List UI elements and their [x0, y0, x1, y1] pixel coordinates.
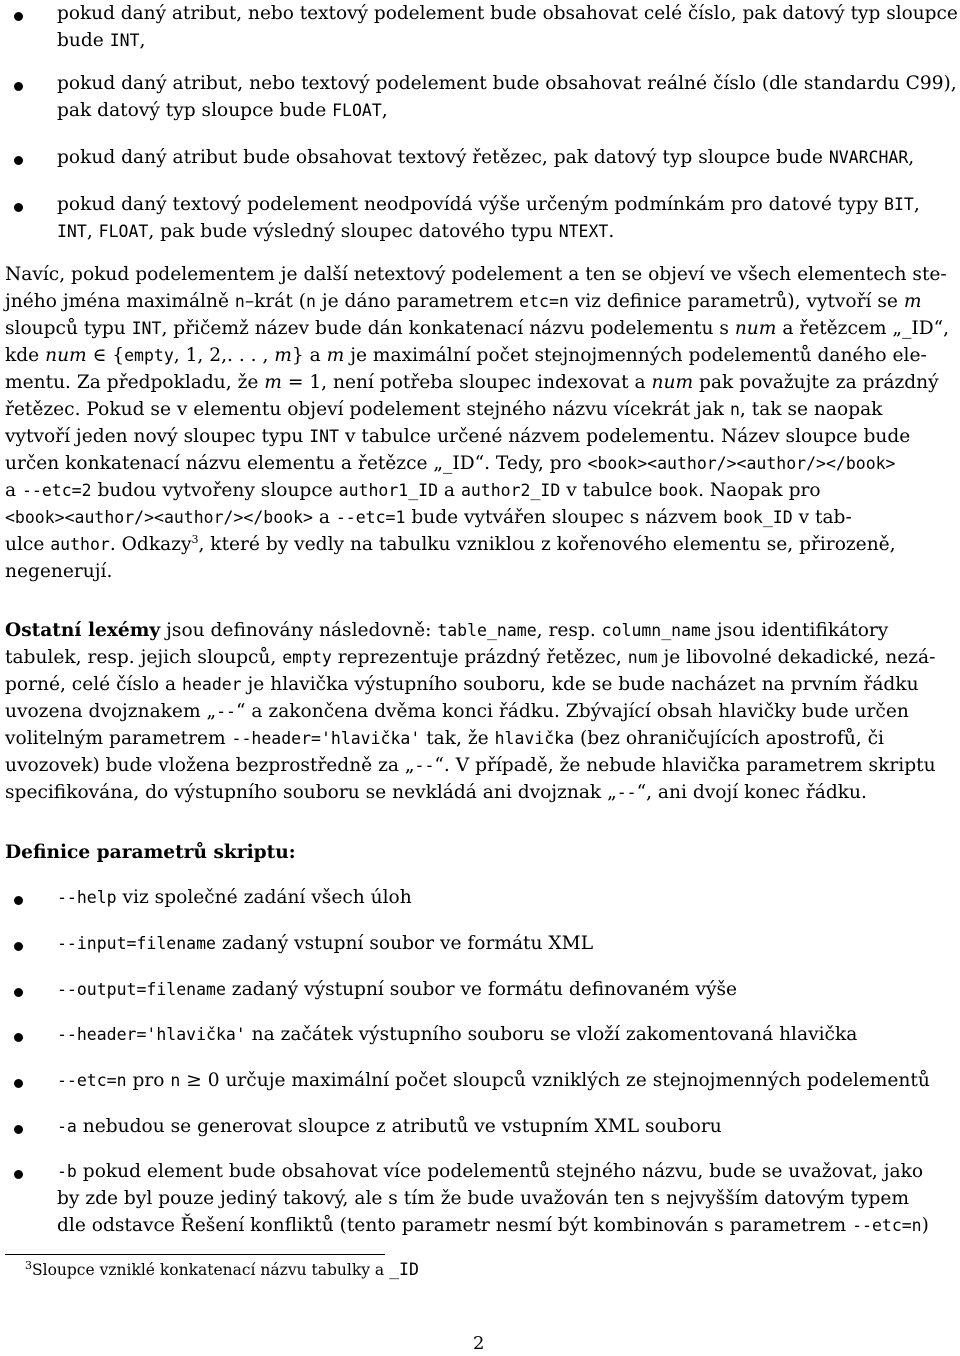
text-span: budou vytvořeny sloupce: [91, 480, 339, 501]
text-span: a: [438, 480, 461, 501]
text-span: ∈ {: [86, 345, 125, 366]
footnote-code: _ID: [389, 1260, 419, 1279]
code-span: --etc=n: [852, 1216, 922, 1235]
text-span: ,: [913, 194, 920, 215]
text-span: mentu. Za předpokladu, že: [5, 372, 265, 393]
text-span: jného jména maximálně: [5, 291, 235, 312]
text-line: [5, 423, 910, 450]
bullet-marker: [14, 82, 23, 91]
text-span: je dáno parametrem: [315, 291, 520, 312]
text-line: [57, 27, 145, 54]
text-span: , pak bude výsledný sloupec datového typu: [148, 221, 559, 242]
code-span: book: [658, 481, 699, 500]
text-span: v tabulce: [560, 480, 659, 501]
text-span: ): [921, 1215, 929, 1236]
code-span: FLOAT: [332, 101, 382, 120]
text-span: na začátek výstupního souboru se vloží zakomentovaná hlavička: [245, 1024, 858, 1045]
text-span: pak považujte za prázdný: [693, 372, 939, 393]
code-span: --etc=1: [335, 508, 406, 527]
text-span: ,: [86, 221, 99, 242]
text-line: [57, 144, 914, 171]
code-span: author1_ID: [338, 481, 439, 500]
text-line: [57, 930, 593, 957]
text-span: kde: [5, 345, 46, 366]
text-line: [5, 698, 909, 725]
text-line: [5, 617, 888, 644]
text-line: [5, 504, 852, 531]
code-span: header: [182, 675, 242, 694]
text-span: pokud daný atribut bude obsahovat textový řetězec, pak datový typ sloupce bude: [57, 147, 829, 168]
text-span: jsou definovány následovně:: [160, 620, 438, 641]
text-span: , resp.: [536, 620, 602, 641]
text-span: “. V případě, že nebude hlavička parametrem skriptu: [434, 755, 936, 776]
bold-span: Ostatní lexémy: [5, 620, 161, 641]
code-span: INT: [131, 319, 162, 338]
text-line: [57, 884, 412, 911]
text-span: Navíc, pokud podelementem je další netextový podelement a ten se objeví ve všech elementech ste-: [5, 264, 947, 285]
bullet-marker: [14, 988, 23, 997]
text-span: sloupců typu: [5, 318, 132, 339]
text-line: [5, 644, 935, 671]
code-span: NTEXT: [558, 222, 609, 241]
text-span: reprezentuje prázdný řetězec,: [331, 647, 628, 668]
code-span: author2_ID: [460, 481, 561, 500]
code-span: n: [234, 292, 245, 311]
text-span: dle odstavce Řešení konfliktů (tento parametr nesmí být kombinován s parametrem: [57, 1215, 853, 1236]
text-span: num: [45, 345, 87, 366]
text-span: a: [312, 507, 336, 528]
page-number: 2: [473, 1333, 485, 1354]
code-span: --header='hlavička': [57, 1025, 246, 1044]
text-span: pak datový typ sloupce bude: [57, 100, 333, 121]
text-span: je hlavička výstupního souboru, kde se bude nacházet na prvním řádku: [241, 674, 919, 695]
code-span: INT: [109, 31, 140, 50]
text-span: je maximální počet stejnojmenných podelementů daného ele-: [344, 345, 927, 366]
text-span: viz definice parametrů), vytvoří se: [568, 291, 904, 312]
bullet-marker: [14, 156, 23, 165]
text-line: [5, 342, 927, 369]
text-span: } a: [291, 345, 327, 366]
text-span: (bez ohraničujících apostrofů, či: [574, 728, 884, 749]
text-span: , které by vedly na tabulku vzniklou z kořenového elementu se, přirozeně,: [198, 534, 896, 555]
bullet-marker: [14, 1033, 23, 1042]
text-span: je libovolné dekadické, nezá-: [657, 647, 936, 668]
text-line: [57, 218, 614, 245]
bullet-marker: [14, 1125, 23, 1134]
code-span: --header='hlavička': [231, 729, 421, 748]
text-span: zadaný výstupní soubor ve formátu definovaném výše: [225, 979, 738, 1000]
text-line: [5, 450, 896, 477]
text-line: [57, 191, 920, 218]
text-span: a řetězcem „_ID“,: [776, 318, 950, 339]
code-span: author: [50, 535, 110, 554]
text-line: [5, 261, 947, 288]
code-span: n: [170, 1071, 181, 1090]
text-span: ,: [381, 100, 388, 121]
text-span: m: [274, 345, 292, 366]
code-span: --help: [57, 888, 117, 907]
text-span: num: [651, 372, 694, 393]
text-line: [57, 97, 388, 124]
bullet-marker: [14, 1079, 23, 1088]
text-span: .: [608, 221, 615, 242]
text-span: , 1, 2,. . . ,: [173, 345, 275, 366]
text-span: jsou identifikátory: [710, 620, 889, 641]
text-span: –krát (: [244, 291, 307, 312]
text-line: [5, 396, 882, 423]
text-span: určen konkatenací názvu elementu a řetězce „_ID“. Tedy, pro: [5, 453, 588, 474]
code-span: INT: [57, 222, 87, 241]
code-span: -b: [57, 1162, 77, 1181]
text-span: m: [326, 345, 345, 366]
text-span: uvozena dvojznakem „: [5, 701, 217, 722]
text-span: tabulek, resp. jejich sloupců,: [5, 647, 283, 668]
text-span: řetězec. Pokud se v elementu objeví podelement stejného názvu vícekrát jak: [5, 399, 730, 420]
text-line: [5, 369, 939, 396]
document-page: [5, 0, 958, 1356]
text-span: viz společné zadání všech úloh: [116, 887, 412, 908]
text-line: [5, 477, 821, 504]
text-span: by zde byl pouze jediný takový, ale s tím že bude uvažován ten s nejvyšším datovým typem: [57, 1188, 910, 1209]
code-span: <book><author/><author/></book>: [587, 454, 896, 473]
text-span: specifikována, do výstupního souboru se nevkládá ani dvojznak „: [5, 782, 617, 803]
bullet-marker: [14, 896, 23, 905]
text-span: bude: [57, 30, 110, 51]
code-span: <book><author/><author/></book>: [5, 508, 313, 527]
code-span: INT: [309, 427, 340, 446]
bullet-marker: [14, 1170, 23, 1179]
text-span: “, ani dvojí konec řádku.: [636, 782, 867, 803]
text-span: “ a zakončena dvěma konci řádku. Zbývající obsah hlavičky bude určen: [236, 701, 909, 722]
text-span: bude vytvářen sloupec s názvem: [405, 507, 724, 528]
text-span: negenerují.: [5, 561, 113, 582]
text-span: m: [903, 291, 922, 312]
code-span: --output=filename: [57, 980, 226, 999]
code-span: --etc=2: [22, 481, 92, 500]
code-span: --: [216, 702, 236, 721]
text-span: nebudou se generovat sloupce z atributů ve vstupním XML souboru: [76, 1116, 722, 1137]
text-line: [57, 976, 737, 1003]
bullet-marker: [14, 942, 23, 951]
footnote-rule: [5, 1254, 385, 1255]
text-span: . Odkazy: [109, 534, 192, 555]
text-line: [57, 1212, 929, 1239]
code-span: NVARCHAR: [828, 148, 909, 167]
bullet-marker: [14, 203, 23, 212]
text-span: ,: [908, 147, 915, 168]
footnote: [25, 1260, 419, 1279]
code-span: hlavička: [494, 729, 575, 748]
text-span: , přičemž název bude dán konkatenací názvu podelementu s: [161, 318, 735, 339]
bold-span: Definice parametrů skriptu:: [5, 842, 296, 863]
text-span: pokud element bude obsahovat více podelementů stejného názvu, bude se uvažovat, jako: [76, 1161, 924, 1182]
footnote-text: Sloupce vzniklé konkatenací názvu tabulky a: [32, 1261, 390, 1279]
code-span: --: [414, 756, 435, 775]
code-span: --input=filename: [57, 934, 216, 953]
text-span: porné, celé číslo a: [5, 674, 183, 695]
code-span: BIT: [884, 195, 914, 214]
text-line: [5, 839, 296, 866]
text-line: [5, 315, 949, 342]
code-span: --etc=n: [57, 1071, 127, 1090]
text-span: . Naopak pro: [698, 480, 821, 501]
text-span: pokud daný atribut, nebo textový podelement bude obsahovat reálné číslo (dle standardu C99),: [57, 73, 957, 94]
text-line: [57, 1067, 930, 1094]
code-span: -a: [57, 1117, 77, 1136]
text-span: pokud daný textový podelement neodpovídá výše určeným podmínkám pro datové typy: [57, 194, 885, 215]
text-span: , tak se naopak: [739, 399, 883, 420]
text-span: m: [264, 372, 282, 393]
code-span: book_ID: [723, 508, 793, 527]
text-span: zadaný vstupní soubor ve formátu XML: [215, 933, 594, 954]
text-span: ≥ 0 určuje maximální počet sloupců vzniklých ze stejnojmenných podelementů: [180, 1070, 930, 1091]
code-span: num: [627, 648, 658, 667]
text-span: pro: [126, 1070, 171, 1091]
code-span: column_name: [601, 621, 711, 640]
code-span: empty: [124, 346, 174, 365]
text-line: [5, 288, 921, 315]
text-line: [5, 752, 936, 779]
text-span: v tabulce určené názvem podelementu. Název sloupce bude: [339, 426, 911, 447]
text-span: vytvoří jeden nový sloupec typu: [5, 426, 310, 447]
text-line: [5, 558, 112, 585]
text-span: a: [5, 480, 22, 501]
text-line: [5, 779, 867, 806]
code-span: etc=n: [519, 292, 569, 311]
text-span: 3: [191, 532, 199, 546]
text-span: ulce: [5, 534, 51, 555]
bullet-marker: [14, 12, 23, 21]
text-span: pokud daný atribut, nebo textový podelement bude obsahovat celé číslo, pak datový typ sloupce: [57, 3, 958, 24]
text-span: uvozovek) bude vložena bezprostředně za „: [5, 755, 415, 776]
text-line: [57, 1185, 909, 1212]
text-line: [57, 1113, 722, 1140]
text-span: num: [734, 318, 777, 339]
code-span: FLOAT: [98, 222, 149, 241]
text-line: [57, 1158, 923, 1185]
footnote-mark: 3: [25, 1258, 32, 1272]
text-line: [57, 70, 957, 97]
text-line: [5, 725, 884, 752]
text-line: [5, 531, 896, 558]
code-span: empty: [282, 648, 332, 667]
text-span: v tab-: [792, 507, 852, 528]
text-span: = 1, není potřeba sloupec indexovat a: [281, 372, 652, 393]
code-span: table_name: [437, 621, 537, 640]
text-line: [5, 671, 919, 698]
code-span: n: [306, 292, 316, 311]
text-span: ,: [139, 30, 146, 51]
text-span: tak, že: [420, 728, 495, 749]
code-span: n: [729, 400, 740, 419]
code-span: --: [616, 783, 637, 802]
text-line: [57, 1021, 857, 1048]
text-line: [57, 0, 958, 27]
text-span: volitelným parametrem: [5, 728, 232, 749]
